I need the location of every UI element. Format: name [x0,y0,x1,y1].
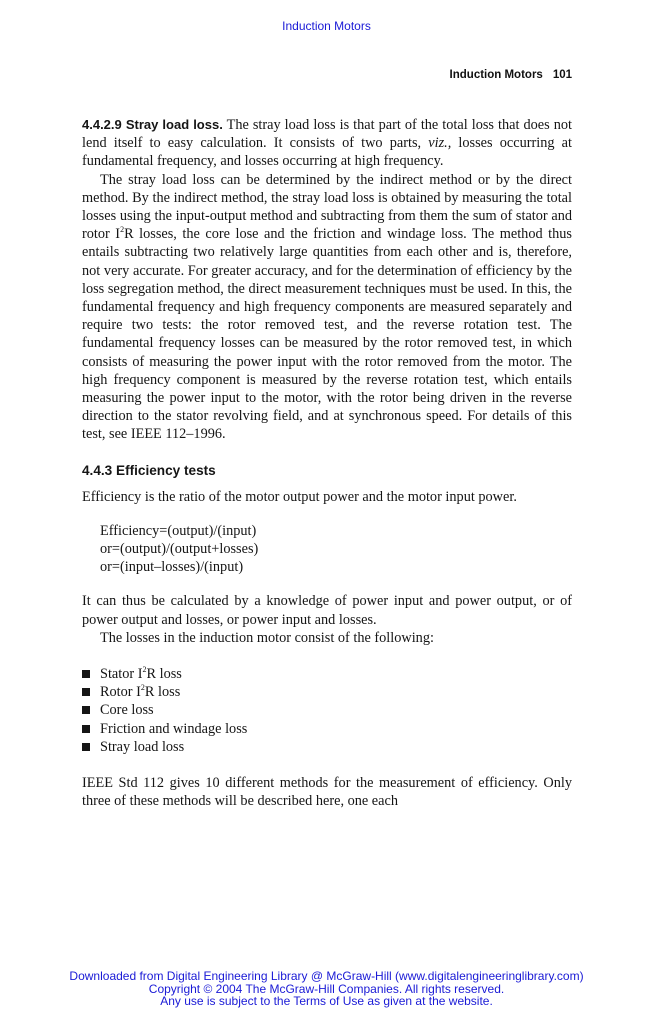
running-head-title: Induction Motors [449,69,543,81]
list-item: Stator $I^2R$ loss [82,665,572,683]
losses-list [82,665,572,756]
viz-italic: viz., [428,135,452,152]
list-item: Stray load loss [82,738,572,756]
bullet-icon [82,688,90,696]
formula-line: or=(output)/(output+losses) [100,541,259,558]
stray-load-text-a: The stray load loss is that part of the total loss that does not lend itself to easy calculation. It consists of two parts, [82,117,572,152]
list-item: Friction and windage loss [82,720,572,738]
superscript-2: 2 [120,225,125,235]
list-item: Core loss [82,701,572,719]
footer-copyright: Copyright © 2004 The McGraw-Hill Companies. All rights reserved. [148,981,505,996]
section-heading-4-4-3: 4.4.3 Efficiency tests [82,462,216,478]
footer-download-link[interactable]: Downloaded from Digital Engineering Library @ McGraw-Hill (www.digitalengineeringlibrary.com) [69,969,584,983]
top-link[interactable]: Induction Motors [282,19,371,33]
bullet-icon [82,725,90,733]
paragraph-stray-load-methods [82,171,572,444]
formula-line: or=(input–losses)/(input) [100,559,244,576]
paragraph-calculation: It can thus be calculated by a knowledge of power input and power output, or of power output and losses, or power input and losses. [82,593,572,628]
bullet-icon [82,706,90,714]
stray-load-methods-text-b: R losses, the core lose and the friction and windage loss. The method thus entails subtracting two relatively large quantities from each other and is, therefore, not very accurate. For greater accuracy, and for the determination of efficiency by the loss segregation method, the direct measurement techniques must be used. In this, the fundamental frequency and high frequency components are measured separately and require two tests: the rotor removed test, and the reverse rotation test. The fundamental frequency losses can be measured by the rotor removed test, in which consists of measuring the power input with the rotor removed from the motor. The high frequency component is measured by the reverse rotation test, which entails measuring the power input to the motor, with the rotor being driven in the reverse direction to the stator revolving field, and at synchronous speed. For details of this test, see IEEE 112–1996. [82,226,572,443]
stray-load-methods-text-a: The stray load loss can be determined by the indirect method or by the direct method. By the indirect method, the stray load loss is obtained by measuring the total losses using the input-output method and subtracting from them the sum of stator and rotor I [82,171,572,243]
bullet-icon [82,670,90,678]
stray-load-text-b: losses occurring at fundamental frequency, and losses occurring at high frequency. [82,135,572,170]
page-number: 101 [552,69,572,81]
paragraph-stray-load-intro [82,116,572,171]
efficiency-formulas [100,522,572,577]
footer-notice [0,970,653,1008]
paragraph-efficiency-definition: Efficiency is the ratio of the motor output power and the motor input power. [82,488,517,505]
section-heading-4-4-2-9: 4.4.2.9 Stray load loss. [82,117,223,132]
paragraph-losses-intro: The losses in the induction motor consist of the following: [100,629,434,646]
formula-line: Efficiency=(output)/(input) [100,522,257,539]
page-body [82,116,572,811]
paragraph-ieee-methods: IEEE Std 112 gives 10 different methods for the measurement of efficiency. Only three of these methods will be described here, one each [82,775,572,810]
footer-terms: Any use is subject to the Terms of Use as given at the website. [160,994,493,1008]
list-item: Rotor $I^2R$ loss [82,683,572,701]
running-head [450,69,572,81]
bullet-icon [82,743,90,751]
